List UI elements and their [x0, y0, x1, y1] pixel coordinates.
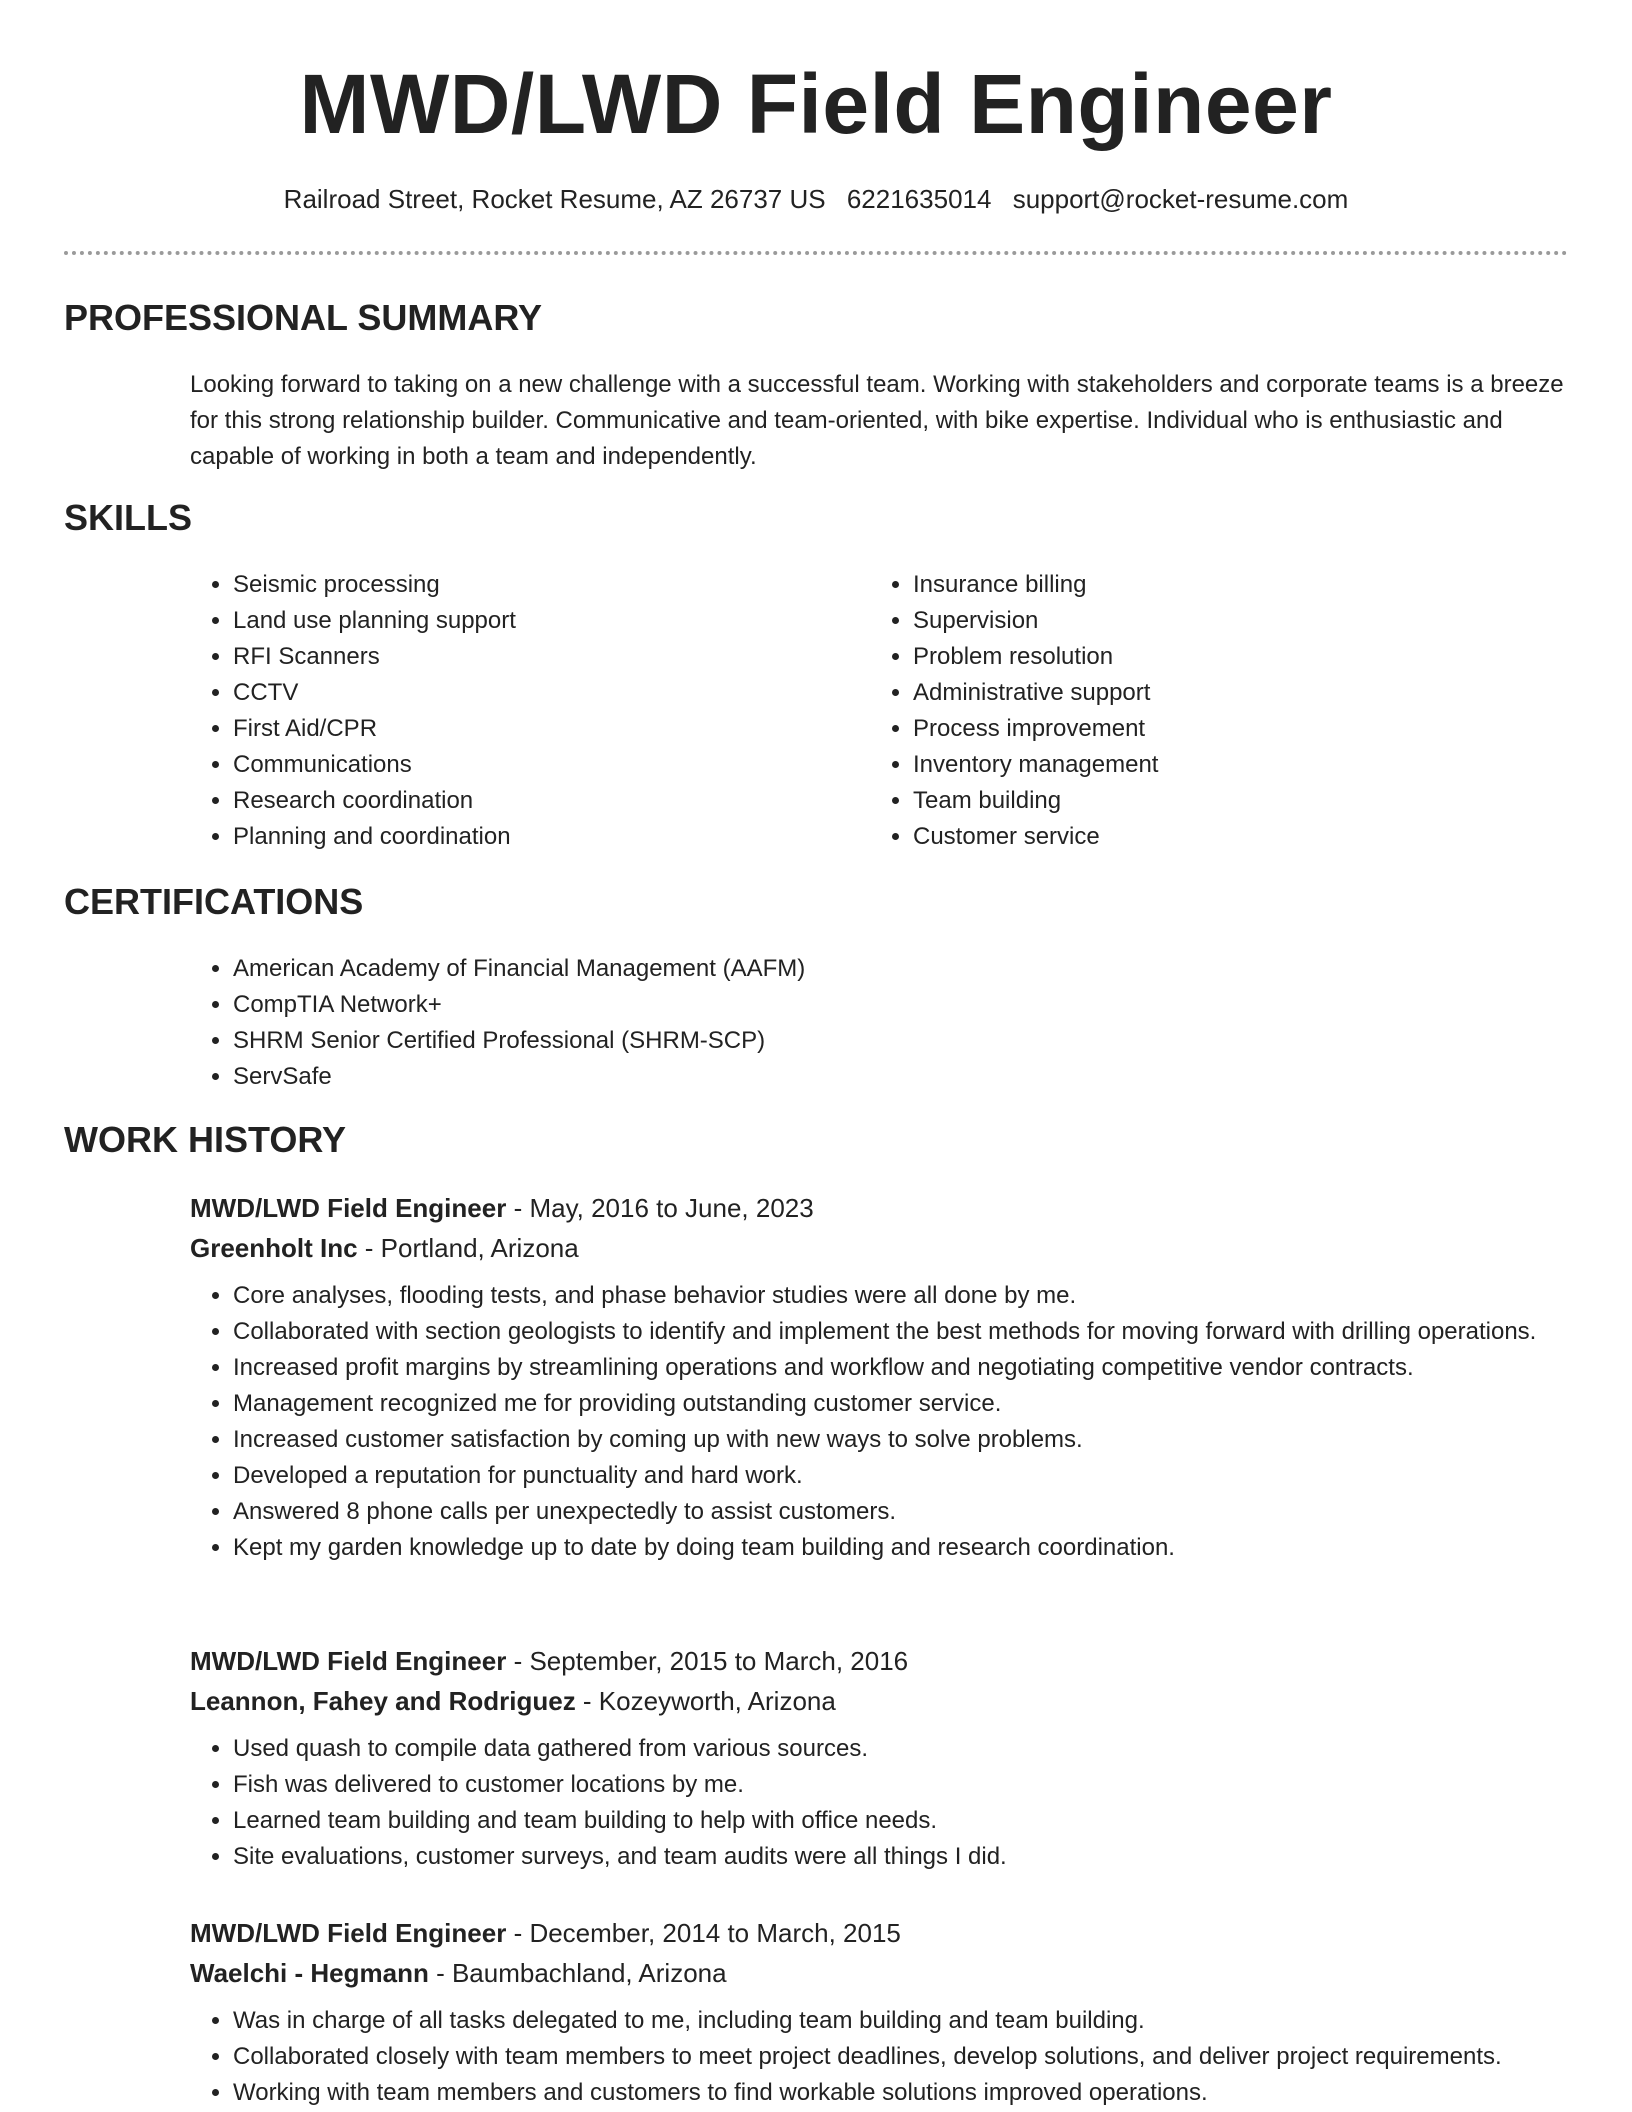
- job-bullets: [190, 1278, 1593, 1566]
- job-title: MWD/LWD Field Engineer: [190, 1646, 507, 1676]
- job-location: - Kozeyworth, Arizona: [575, 1686, 836, 1716]
- job-company: Greenholt Inc: [190, 1233, 358, 1263]
- skill-item: • Seismic processing: [233, 567, 830, 603]
- job-bullet: • Kept my garden knowledge up to date by doing team building and research coordination.: [233, 1530, 1593, 1566]
- job-title-line: [190, 1641, 1590, 1681]
- job-bullet: • Used quash to compile data gathered from various sources.: [233, 1731, 1593, 1767]
- job-bullet: • Answered 8 phone calls per unexpectedly to assist customers.: [233, 1494, 1593, 1530]
- job-title: MWD/LWD Field Engineer: [190, 1918, 507, 1948]
- skill-item: • Administrative support: [913, 675, 1510, 711]
- skill-item: • Inventory management: [913, 747, 1510, 783]
- skill-item: • Insurance billing: [913, 567, 1510, 603]
- certification-item: • ServSafe: [233, 1059, 1490, 1095]
- job-dates: - December, 2014 to March, 2015: [506, 1918, 901, 1948]
- job-title-line: [190, 1913, 1590, 1953]
- job-bullet: • Collaborated with section geologists to identify and implement the best methods for moving forward with drilling operations.: [233, 1314, 1593, 1350]
- skills-list-right: [870, 567, 1510, 855]
- work-history-heading: WORK HISTORY: [64, 1119, 347, 1160]
- job-title: MWD/LWD Field Engineer: [190, 1193, 507, 1223]
- contact-email: support@rocket-resume.com: [1012, 184, 1349, 214]
- job-bullet: • Increased customer satisfaction by coming up with new ways to solve problems.: [233, 1422, 1593, 1458]
- skill-item: • Land use planning support: [233, 603, 830, 639]
- candidate-name: MWD/LWD Field Engineer: [299, 57, 1333, 151]
- contact-phone: 6221635014: [846, 184, 992, 214]
- skill-item: • Research coordination: [233, 783, 830, 819]
- job-bullet: • Was in charge of all tasks delegated to me, including team building and team building.: [233, 2003, 1613, 2039]
- job-bullet: • Collaborated closely with team members to meet project deadlines, develop solutions, and deliver project requirements.: [233, 2039, 1613, 2075]
- skill-item: • Communications: [233, 747, 830, 783]
- certifications-heading: CERTIFICATIONS: [64, 881, 364, 922]
- job-bullet: • Working with team members and customers to find workable solutions improved operations.: [233, 2075, 1613, 2111]
- contact-line: [0, 181, 1632, 217]
- job-dates: - May, 2016 to June, 2023: [506, 1193, 814, 1223]
- job-entry: [190, 1188, 1590, 1566]
- job-bullet: • Core analyses, flooding tests, and phase behavior studies were all done by me.: [233, 1278, 1593, 1314]
- job-bullet: • Learned team building and team building to help with office needs.: [233, 1803, 1593, 1839]
- job-location: - Portland, Arizona: [357, 1233, 579, 1263]
- job-location: - Baumbachland, Arizona: [428, 1958, 727, 1988]
- job-title-line: [190, 1188, 1590, 1228]
- job-company-line: [190, 1953, 1590, 1993]
- job-dates: - September, 2015 to March, 2016: [506, 1646, 909, 1676]
- summary-text: Looking forward to taking on a new challenge with a successful team. Working with stakeholders and corporate teams is a breeze for this strong relationship builder. Communicative and team-oriented, with bike expertise. Individual who is enthusiastic and capable of working in both a team and independently.: [190, 371, 1564, 470]
- certifications-block: [190, 951, 1490, 1095]
- skill-item: • RFI Scanners: [233, 639, 830, 675]
- certifications-list: [190, 951, 1490, 1095]
- skill-item: • Team building: [913, 783, 1510, 819]
- job-entry: [190, 1913, 1590, 2111]
- job-entry: [190, 1641, 1590, 1875]
- job-bullet: • Developed a reputation for punctuality and hard work.: [233, 1458, 1593, 1494]
- job-bullet: • Fish was delivered to customer locations by me.: [233, 1767, 1593, 1803]
- skill-item: • Process improvement: [913, 711, 1510, 747]
- job-company-line: [190, 1228, 1590, 1268]
- summary-heading: PROFESSIONAL SUMMARY: [64, 297, 543, 338]
- skills-heading: SKILLS: [64, 497, 193, 538]
- job-company: Leannon, Fahey and Rodriguez: [190, 1686, 576, 1716]
- skill-item: • Planning and coordination: [233, 819, 830, 855]
- skills-column-right: [870, 567, 1510, 855]
- certification-item: • CompTIA Network+: [233, 987, 1490, 1023]
- job-bullet: • Increased profit margins by streamlining operations and workflow and negotiating competitive vendor contracts.: [233, 1350, 1593, 1386]
- skill-item: • Problem resolution: [913, 639, 1510, 675]
- skill-item: • First Aid/CPR: [233, 711, 830, 747]
- skills-list-left: [190, 567, 830, 855]
- job-bullet: • Management recognized me for providing outstanding customer service.: [233, 1386, 1593, 1422]
- skill-item: • Customer service: [913, 819, 1510, 855]
- certification-item: • SHRM Senior Certified Professional (SHRM-SCP): [233, 1023, 1490, 1059]
- skill-item: • Supervision: [913, 603, 1510, 639]
- job-bullets: [190, 2003, 1613, 2111]
- skills-column-left: [190, 567, 830, 855]
- header-divider: [64, 251, 1568, 255]
- skill-item: • CCTV: [233, 675, 830, 711]
- job-bullet: • Site evaluations, customer surveys, and team audits were all things I did.: [233, 1839, 1593, 1875]
- job-company: Waelchi - Hegmann: [190, 1958, 429, 1988]
- job-bullets: [190, 1731, 1593, 1875]
- certification-item: • American Academy of Financial Management (AAFM): [233, 951, 1490, 987]
- contact-address: Railroad Street, Rocket Resume, AZ 26737 US: [283, 184, 826, 214]
- job-company-line: [190, 1681, 1590, 1721]
